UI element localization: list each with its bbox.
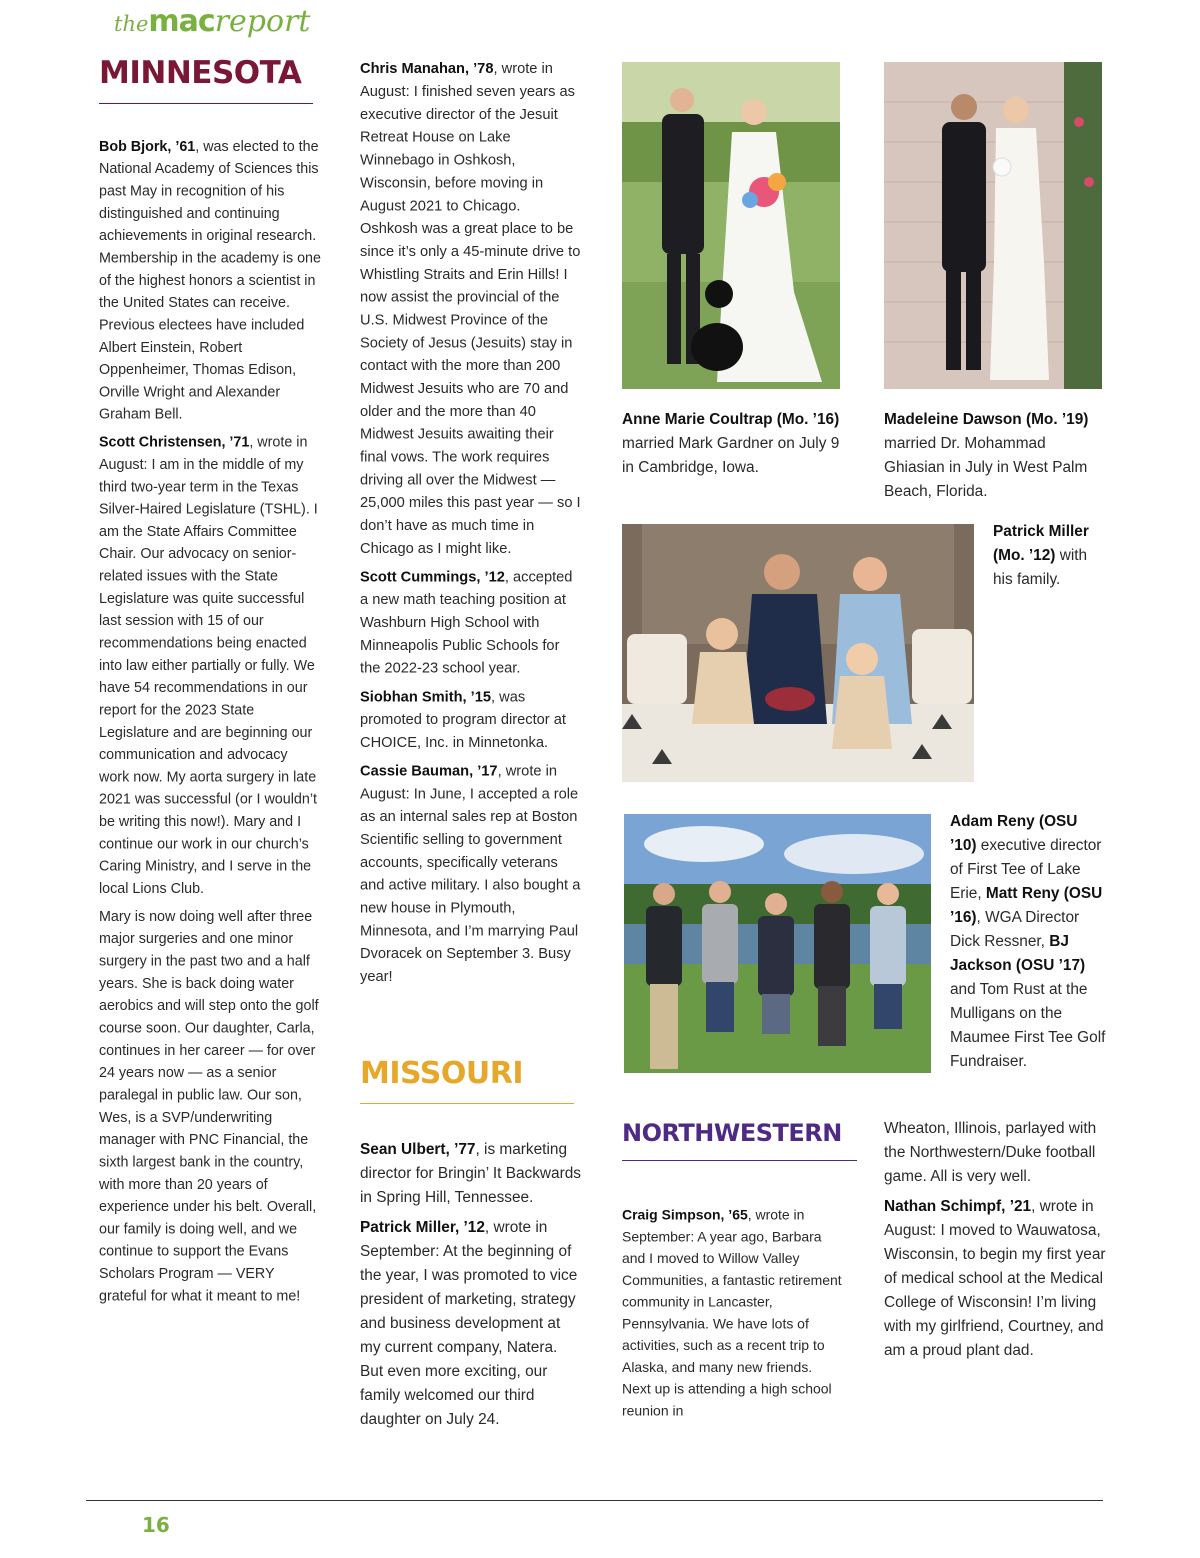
- column-3-northwestern: [622, 1205, 844, 1428]
- section-rule-missouri: [360, 1103, 574, 1104]
- caption-text: married Dr. Mohammad Ghiasian in July in West Palm Beach, Florida.: [884, 435, 1088, 500]
- column-2: [360, 58, 582, 994]
- footer-rule: [86, 1500, 1103, 1501]
- entry-name: Scott Christensen, ’71: [99, 434, 250, 451]
- column-1: [99, 136, 321, 1313]
- photo-miller-family: [622, 524, 974, 782]
- entry-text: , accepted a new math teaching position at Washburn High School with Minneapolis Public Schools for the 2022-23 school year.: [360, 569, 573, 677]
- entry-text: , wrote in September: At the beginning of the year, I was promoted to vice president of marketing, strategy and business development at my current company, Natera. But even more exciting, our family welcomed our third daughter on July 24.: [360, 1219, 578, 1428]
- section-heading-missouri: MISSOURI: [360, 1056, 524, 1091]
- entry-text: , was elected to the National Academy of Sciences this past May in recognition of his distinguished and continuing achievements in original research. Membership in the academy is one of the highest honors a scientist in the United States can receive. Previous electees have included Albert Einstein, Robert Oppenheimer, Thomas Edison, Orville Wright and Alexander Graham Bell.: [99, 138, 321, 423]
- entry-name: Chris Manahan, ’78: [360, 60, 494, 78]
- photo-dawson-wedding: [884, 62, 1102, 389]
- logo-the: the: [114, 12, 149, 36]
- entry-name: Craig Simpson, ’65: [622, 1207, 748, 1224]
- entry-bauman: [360, 760, 582, 988]
- section-rule-minnesota: [99, 103, 313, 104]
- photo-miller-illustration: [622, 524, 974, 782]
- entry-miller: [360, 1216, 582, 1432]
- photo-golf-illustration: [624, 814, 931, 1073]
- entry-bjork: [99, 136, 321, 426]
- caption-miller: [993, 520, 1103, 592]
- section-rule-northwestern: [622, 1160, 857, 1161]
- entry-text: , is marketing director for Bringin’ It Backwards in Spring Hill, Tennessee.: [360, 1141, 581, 1206]
- entry-text: , wrote in August: I moved to Wauwatosa, Wisconsin, to begin my first year of medical school at the Medical College of Wisconsin! I’m living with my girlfriend, Courtney, and am a proud plant dad.: [884, 1198, 1106, 1359]
- entry-name: Patrick Miller, ’12: [360, 1219, 485, 1236]
- entry-schimpf: [884, 1195, 1106, 1363]
- entry-name: Nathan Schimpf, ’21: [884, 1198, 1032, 1215]
- entry-text: , wrote in August: In June, I accepted a role as an internal sales rep at Boston Scientific selling to government accounts, specifically veterans and active military. I also bought a new house in Plymouth, Minnesota, and I’m marrying Paul Dvoracek on September 3. Busy year!: [360, 763, 581, 985]
- photo-dawson-illustration: [884, 62, 1102, 389]
- caption-text: , WGA Director Dick Ressner,: [950, 909, 1080, 950]
- entry-ulbert: [360, 1138, 582, 1210]
- column-2-missouri: [360, 1138, 582, 1438]
- caption-name: Anne Marie Coultrap (Mo. ’16): [622, 411, 840, 428]
- entry-name: Siobhan Smith, ’15: [360, 688, 492, 706]
- caption-name-jackson: BJ Jackson (OSU ’17): [950, 933, 1086, 974]
- entry-manahan: [360, 58, 582, 560]
- entry-name: Cassie Bauman, ’17: [360, 763, 498, 780]
- photo-coultrap-illustration: [622, 62, 840, 389]
- caption-reny: [950, 810, 1106, 1074]
- column-4-northwestern: [884, 1117, 1106, 1369]
- caption-name-adam: Adam Reny (OSU ’10): [950, 813, 1078, 854]
- caption-coultrap: [622, 408, 852, 480]
- entry-christensen-cont: Mary is now doing well after three major surgeries and one minor surgery in the past two and a half years. She is back doing water aerobics and will step onto the golf course soon. Our daughter, Carla, continues in her career — for over 24 years now — as a senior paralegal in public law. Our son, Wes, is a SVP/underwriting manager with PNC Financial, the sixth largest bank in the country, with more than 20 years of experience under his belt. Overall, our family is doing well, and we continue to support the Evans Scholars Program — VERY grateful for what it meant to me!: [99, 908, 319, 1305]
- caption-text: married Mark Gardner on July 9 in Cambridge, Iowa.: [622, 435, 840, 476]
- caption-name-matt: Matt Reny (OSU ’16): [950, 885, 1103, 926]
- photo-golf-group: [624, 814, 931, 1073]
- masthead-logo: [114, 4, 310, 39]
- entry-name: Sean Ulbert, ’77: [360, 1141, 476, 1158]
- entry-name: Scott Cummings, ’12: [360, 569, 505, 586]
- caption-text: with his family.: [993, 547, 1088, 588]
- entry-christensen: [99, 432, 321, 901]
- entry-simpson: [622, 1205, 844, 1423]
- entry-text: , wrote in September: A year ago, Barbara and I moved to Willow Valley Communities, a fantastic retirement community in Lancaster, Pennsylvania. We have lots of activities, such as a recent trip to Alaska, and many new friends. Next up is attending a high school reunion in: [622, 1207, 842, 1420]
- section-heading-northwestern: NORTHWESTERN: [622, 1119, 842, 1147]
- section-heading-minnesota: MINNESOTA: [99, 55, 302, 91]
- entry-text: , wrote in August: I am in the middle of my third two-year term in the Texas Silver-Haired Legislature (TSHL). I am the State Affairs Committee Chair. Our advocacy on senior-related issues with the State Legislature was quite successful last session with 15 of our recommendations being enacted into law either partially or fully. We have 54 recommendations in our report for the 2023 State Legislature and are beginning our communication and advocacy work now. My aorta surgery in late 2021 was successful (or I wouldn’t be writing this now!). Mary and I continue our work in our church’s Caring Ministry, and I serve in the local Lions Club.: [99, 434, 318, 897]
- caption-dawson: [884, 408, 1106, 504]
- entry-text: , was promoted to program director at CHOICE, Inc. in Minnetonka.: [360, 688, 566, 751]
- entry-name: Bob Bjork, ’61: [99, 138, 196, 155]
- caption-name: Patrick Miller (Mo. ’12): [993, 523, 1089, 564]
- entry-text: , wrote in August: I finished seven years as executive director of the Jesuit Retreat House on Lake Winnebago in Oshkosh, Wisconsin, before moving in August 2021 to Chicago. Oshkosh was a great place to be since it’s only a 45-minute drive to Whistling Straits and Erin Hills! I now assist the provincial of the U.S. Midwest Province of the Society of Jesus (Jesuits) stay in contact with the more than 200 Midwest Jesuits who are 70 and older and the more than 40 Midwest Jesuits awaiting their final vows. The work requires driving all over the Midwest — 25,000 miles this past year — so I don’t have as much time in Chicago as I might like.: [360, 60, 581, 557]
- caption-text: and Tom Rust at the Mulligans on the Maumee First Tee Golf Fundraiser.: [950, 981, 1106, 1070]
- entry-cummings: [360, 566, 582, 680]
- entry-smith: [360, 686, 582, 755]
- logo-mac: mac: [148, 4, 215, 39]
- entry-simpson-cont: Wheaton, Illinois, parlayed with the Northwestern/Duke football game. All is very well.: [884, 1120, 1097, 1185]
- caption-text: executive director of First Tee of Lake Erie,: [950, 837, 1102, 902]
- logo-report: report: [214, 4, 311, 39]
- page-number: 16: [142, 1513, 170, 1537]
- photo-coultrap-wedding: [622, 62, 840, 389]
- caption-name: Madeleine Dawson (Mo. ’19): [884, 411, 1089, 428]
